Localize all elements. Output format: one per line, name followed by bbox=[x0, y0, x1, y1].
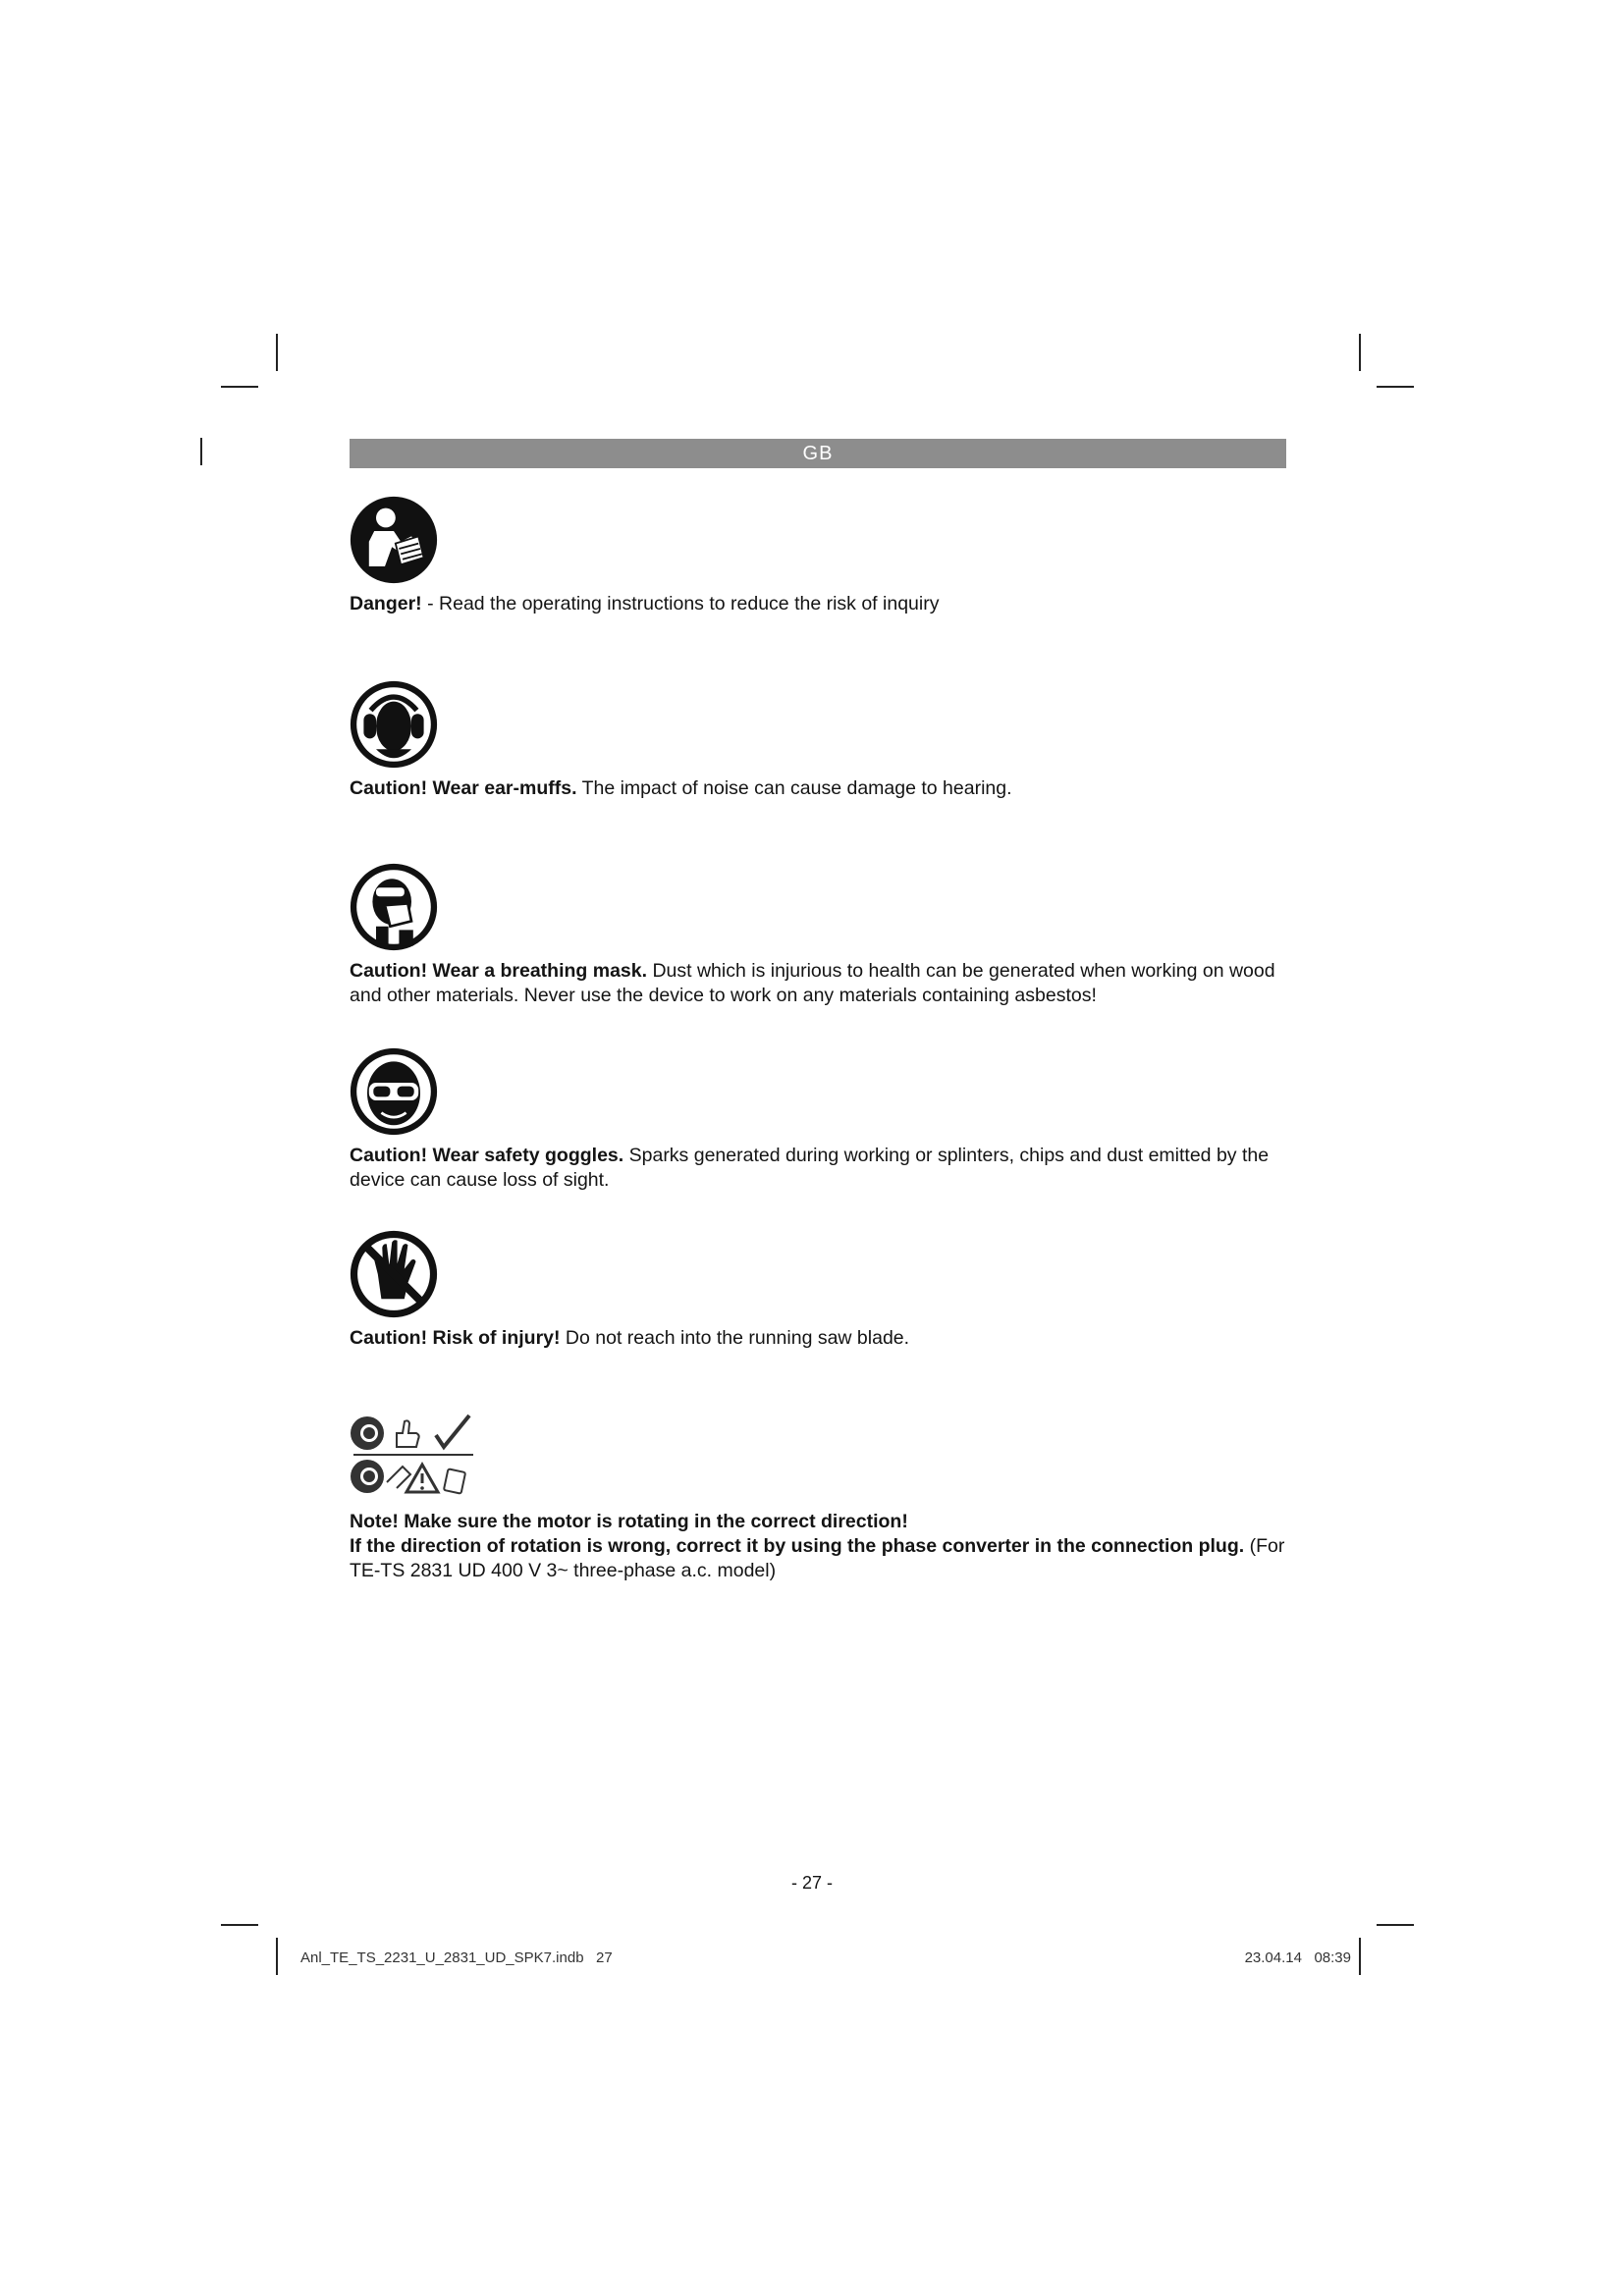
crop-mark bbox=[276, 1938, 278, 1975]
no-hands-icon bbox=[350, 1230, 438, 1318]
warning-heading: Danger! bbox=[350, 593, 422, 614]
warning-read-manual bbox=[350, 496, 1292, 616]
warning-risk-of-injury bbox=[350, 1230, 1292, 1351]
crop-mark bbox=[1359, 334, 1361, 371]
note-heading: Note! Make sure the motor is rotating in the correct direction! bbox=[350, 1511, 908, 1532]
crop-mark bbox=[221, 1924, 258, 1926]
page-number: - 27 - bbox=[790, 1873, 833, 1893]
note-rotation-direction bbox=[350, 1414, 1292, 1583]
crop-mark bbox=[200, 438, 202, 465]
warning-safety-goggles bbox=[350, 1047, 1292, 1193]
warning-heading: Caution! Wear safety goggles. bbox=[350, 1145, 624, 1166]
ear-muffs-icon bbox=[350, 680, 438, 769]
crop-mark bbox=[276, 334, 278, 371]
warning-body: Do not reach into the running saw blade. bbox=[560, 1327, 910, 1349]
warning-body: The impact of noise can cause damage to hearing. bbox=[576, 777, 1012, 799]
note-text bbox=[350, 1510, 1292, 1583]
warning-ear-muffs bbox=[350, 680, 1292, 801]
language-label: GB bbox=[802, 443, 834, 464]
safety-goggles-icon bbox=[350, 1047, 438, 1136]
warning-heading: Caution! Risk of injury! bbox=[350, 1327, 561, 1349]
warning-body: Dust which is injurious to health can be generated when working on wood and other materials. Never use the device to work on any materials containing asbestos! bbox=[350, 960, 1275, 1006]
rotation-direction-icon bbox=[350, 1414, 477, 1496]
footer-timestamp: 23.04.14 08:39 bbox=[1244, 1949, 1351, 1966]
crop-mark bbox=[1377, 1924, 1414, 1926]
warning-breathing-mask bbox=[350, 863, 1292, 1008]
language-header-bar bbox=[350, 439, 1286, 468]
warning-text bbox=[350, 959, 1292, 1008]
crop-mark bbox=[1359, 1938, 1361, 1975]
warning-heading: Caution! Wear ear-muffs. bbox=[350, 777, 577, 799]
warning-text bbox=[350, 1326, 1292, 1351]
crop-mark bbox=[1377, 386, 1414, 388]
crop-mark bbox=[221, 386, 258, 388]
note-instruction: If the direction of rotation is wrong, correct it by using the phase converter in the connection plug. bbox=[350, 1535, 1245, 1557]
warning-body: - Read the operating instructions to reduce the risk of inquiry bbox=[421, 593, 940, 614]
warning-text bbox=[350, 776, 1292, 801]
warning-text bbox=[350, 592, 1292, 616]
footer-file-name: Anl_TE_TS_2231_U_2831_UD_SPK7.indb 27 bbox=[300, 1949, 613, 1966]
read-manual-icon bbox=[350, 496, 438, 584]
warning-heading: Caution! Wear a breathing mask. bbox=[350, 960, 648, 982]
note-model-info: (For TE-TS 2831 UD 400 V 3~ three-phase a.c. model) bbox=[350, 1535, 1285, 1581]
warning-body: Sparks generated during working or splinters, chips and dust emitted by the device can cause loss of sight. bbox=[350, 1145, 1270, 1191]
warning-text bbox=[350, 1144, 1292, 1193]
breathing-mask-icon bbox=[350, 863, 438, 951]
